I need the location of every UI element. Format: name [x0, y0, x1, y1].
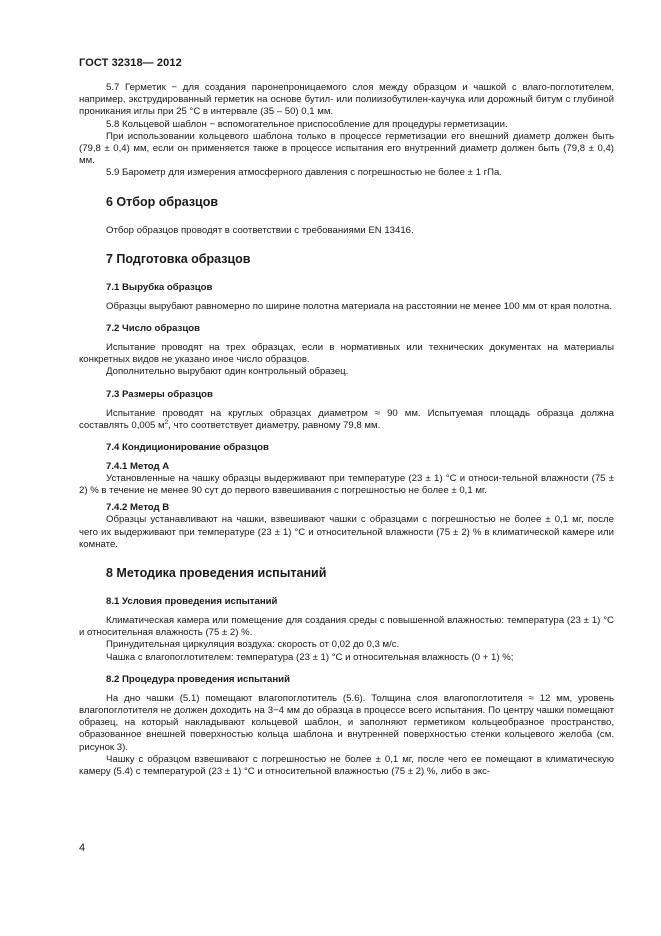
subsection-7-4-heading: 7.4 Кондиционирование образцов [106, 442, 269, 454]
method-a-text: Установленные на чашку образцы выдерживают при температуре (23 ± 1) °С и относи-тельной влажности (75 ± 2) % в течение не менее 90 сут до первого взвешивания с погрешностью не более ± 0,1 мг. [79, 473, 614, 497]
document-header: ГОСТ 32318— 2012 [79, 57, 182, 69]
subsection-8-2-text-2: Чашку с образцом взвешивают с погрешностью не более ± 0,1 мг, после чего ее помещают в климатическую камеру (5.4) с температурой (23 ± 1) °С и относительной влажностью (75 ± 2) %, либо в экс- [79, 753, 614, 778]
subsection-7-1-heading: 7.1 Вырубка образцов [106, 281, 213, 293]
method-b-heading: 7.4.2 Метод В [106, 502, 170, 514]
subsection-7-1-text: Образцы вырубают равномерно по ширине полотна материала на расстоянии не менее 100 мм от края полотна. [106, 300, 612, 312]
section-6-text: Отбор образцов проводят в соответствии с требованиями EN 13416. [106, 224, 414, 236]
document-body [79, 82, 614, 778]
paragraph-5-7: 5.7 Герметик − для создания паронепроницаемого слоя между образцом и чашкой с влаго-поглотителем, например, экструдированный герметик на основе бутил- или полиизобутилен-каучука или дорожный битум с глубиной проникания иглы при 25 °С в интервале (35 – 50) 0,1 мм. [79, 82, 614, 118]
page-number: 4 [79, 842, 86, 854]
subsection-7-2-heading: 7.2 Число образцов [106, 323, 200, 335]
method-a-heading: 7.4.1 Метод А [106, 461, 170, 473]
method-b-text: Образцы устанавливают на чашки, взвешивают чашки с образцами с погрешностью не более ± 0,1 мг, после чего их выдерживают при температуре (23 ± 1) °С и относительной влажности (75 ± 2) % в климатической камере или комнате. [79, 514, 614, 550]
section-8-heading: 8 Методика проведения испытаний [106, 566, 327, 581]
subsection-7-2-text-2: Дополнительно вырубают один контрольный образец. [106, 366, 349, 378]
subsection-8-1-text-2: Принудительная циркуляция воздуха: скорость от 0,02 до 0,3 м/с. [106, 639, 400, 651]
section-7-heading: 7 Подготовка образцов [106, 251, 251, 266]
subsection-7-2-text: Испытание проводят на трех образцах, если в нормативных или технических документах на материалы конкретных видов не указано иное число образцов. [79, 342, 614, 366]
subsection-7-3-text: Испытание проводят на круглых образцах диаметром ≈ 90 мм. Испытуемая площадь образца должна составлять 0,005 $м^2$, что соответствует диаметру, равному 79,8 мм. [79, 407, 614, 431]
paragraph-5-9: 5.9 Барометр для измерения атмосферного давления с погрешностью не более ± 1 гПа. [106, 167, 502, 179]
subsection-7-3-heading: 7.3 Размеры образцов [106, 388, 213, 400]
paragraph-5-8-detail: При использовании кольцевого шаблона только в процессе герметизации его внешний диаметр должен быть (79,8 ± 0,4) мм, если он применяется также в процессе испытания его внутренний диаметр должен быть (79,8 ± 0,4) мм. [79, 130, 614, 167]
section-6-heading: 6 Отбор образцов [106, 194, 219, 209]
subsection-8-2-heading: 8.2 Процедура проведения испытаний [106, 673, 290, 685]
subsection-8-1-text: Климатическая камера или помещение для создания среды с повышенной влажностью: температура (23 ± 1) °С и относительная влажность (75 ± 2) %. [79, 615, 614, 639]
subsection-8-2-text: На дно чашки (5.1) помещают влагопоглотитель (5.6). Толщина слоя влагопоглотителя ≈ 12 мм, уровень влагопоглотителя не должен доходить на 3−4 мм до образца в процессе всего испытания. По центру чашки помещают образец, на который накладывают кольцевой шаблон, и заполняют герметиком кольцеобразное пространство, образованное внешней поверхностью кольца шаблона и внутренней поверхностью стенки кольцевого желоба (см. рисунок 3). [79, 692, 614, 753]
paragraph-5-8: 5.8 Кольцевой шаблон − вспомогательное приспособление для процедуры герметизации. [106, 118, 508, 130]
subsection-8-1-text-3: Чашка с влагопоглотителем: температура (23 ± 1) °С и относительная влажность (0 + 1) %; [106, 651, 514, 663]
subsection-8-1-heading: 8.1 Условия проведения испытаний [106, 596, 278, 608]
